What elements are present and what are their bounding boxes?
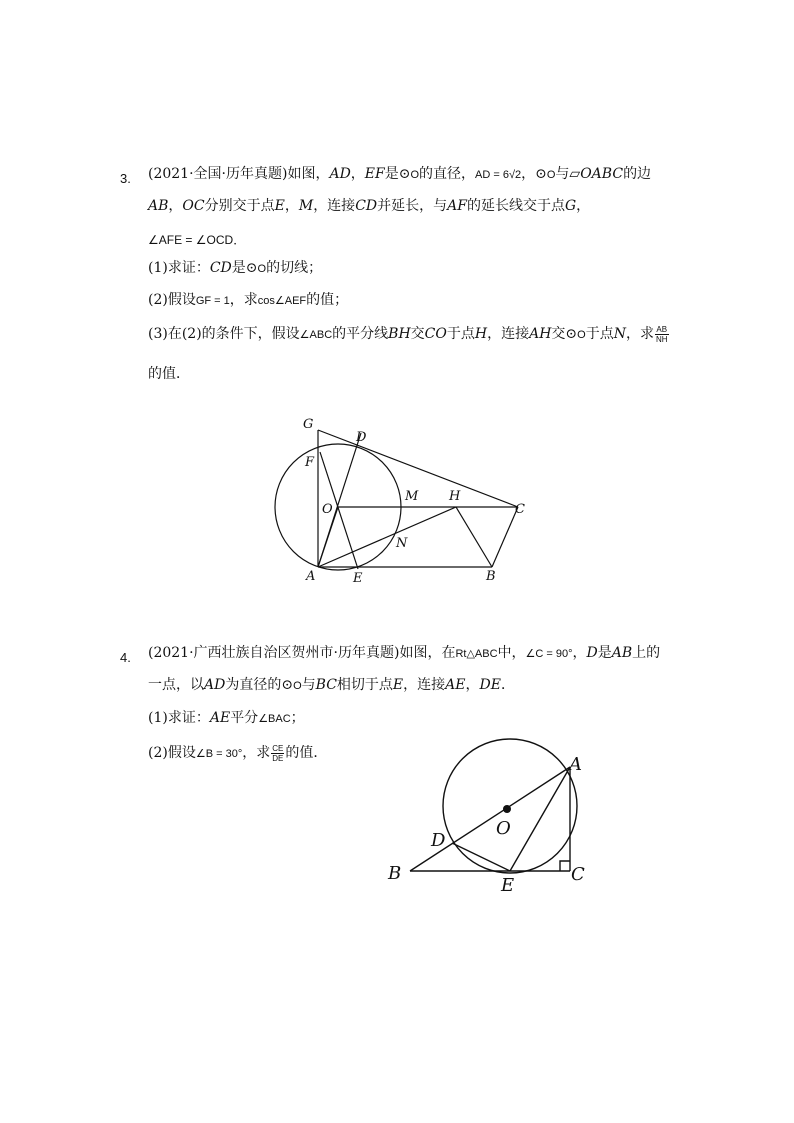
- problem-3-number: 3.: [120, 171, 131, 186]
- line-ba: [410, 767, 570, 871]
- label-d: D: [356, 430, 367, 445]
- label-a: A: [569, 754, 582, 775]
- label-d: D: [431, 830, 446, 851]
- label-e: E: [353, 571, 363, 586]
- problem-3-line-3: ∠AFE = ∠OCD．: [148, 233, 246, 247]
- label-f: F: [305, 455, 315, 470]
- label-b: B: [388, 863, 402, 884]
- problem-4-question-1: (1)求证：AE平分∠BAC；: [148, 710, 305, 726]
- problem-4-figure: [380, 730, 595, 895]
- label-h: H: [449, 489, 461, 504]
- label-n: N: [396, 536, 408, 551]
- problem-4-line-2: 一点，以AD为直径的⊙O与BC相切于点E，连接AE，DE．: [148, 677, 515, 693]
- label-b: B: [486, 569, 496, 584]
- label-o: O: [322, 502, 333, 517]
- problem-3-question-1: (1)求证：CD是⊙O的切线；: [148, 260, 323, 276]
- problem-3-question-2: (2)假设GF = 1，求cos∠AEF的值；: [148, 292, 349, 308]
- center-point-o: [503, 805, 511, 813]
- fraction-ab-nh: $\frac{AB}{NH}$: [655, 324, 668, 344]
- label-c: C: [571, 864, 585, 885]
- label-g: G: [303, 417, 314, 432]
- line-bh: [456, 507, 492, 567]
- label-a: A: [306, 569, 316, 584]
- fraction-ce-de: $\frac{CE}{DE}$: [272, 743, 284, 763]
- problem-4-number: 4.: [120, 650, 131, 665]
- right-angle-mark: [560, 861, 570, 871]
- line-ah: [318, 507, 456, 567]
- label-c: C: [515, 502, 525, 517]
- problem-3-line-1: (2021·全国·历年真题)如图，AD，EF是⊙O的直径，AD = 6√2，⊙O与▱OABC的边: [148, 166, 652, 182]
- problem-3-question-3: (3)在(2)的条件下，假设∠ABC的平分线BH交CO于点H，连接AH交⊙O于点N，求 $\frac{AB}{NH}$: [148, 324, 668, 344]
- label-o: O: [496, 818, 511, 839]
- label-e: E: [501, 875, 515, 895]
- line-ae: [510, 767, 570, 871]
- problem-4-question-2: (2)假设∠B = 30°，求 $\frac{CE}{DE}$ 的值．: [148, 743, 328, 763]
- label-m: M: [405, 489, 419, 504]
- problem-3-figure: [270, 410, 540, 590]
- problem-3-line-end: 的值．: [148, 366, 190, 382]
- problem-3-line-2: AB，OC分别交于点E，M，连接CD并延长，与AF的延长线交于点G，: [148, 198, 591, 214]
- problem-4-line-1: (2021·广西壮族自治区贺州市·历年真题)如图，在Rt△ABC中，∠C = 90°，D是AB上的: [148, 645, 661, 661]
